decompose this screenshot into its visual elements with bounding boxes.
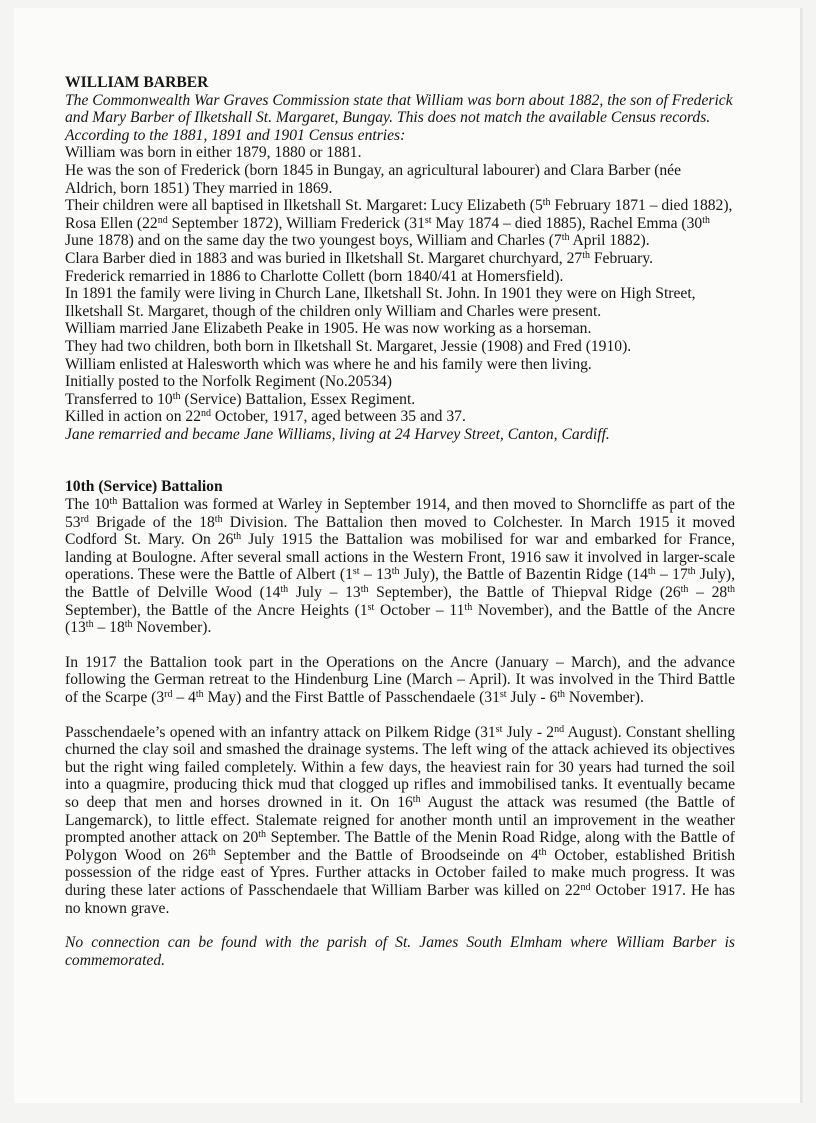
- ordinal-suffix: th: [702, 214, 710, 226]
- spacer: [65, 917, 735, 934]
- ordinal-suffix: th: [195, 689, 204, 700]
- ordinal-suffix: st: [367, 601, 375, 613]
- ordinal-suffix: th: [280, 584, 289, 596]
- text-segment: October, 1917, aged between 35 and 37.: [211, 408, 466, 426]
- ordinal-suffix: th: [561, 232, 570, 244]
- text-segment: Their children were all baptised in Ilketshall St. Margaret: Lucy Elizabeth (5: [65, 197, 543, 215]
- ordinal-suffix: th: [233, 531, 242, 543]
- text-segment: Division. The Battalion then moved to Colchester. In March 1915 it moved Codford St. Mary. On 26: [65, 513, 735, 549]
- bio-posted: Initially posted to the Norfolk Regiment (No.20534): [65, 373, 392, 391]
- text-segment: (Service) Battalion, Essex Regiment.: [180, 390, 416, 408]
- text-segment: September 1872), William Frederick (31: [167, 214, 425, 232]
- text-segment: – 13: [359, 566, 392, 584]
- ordinal-suffix: th: [172, 390, 181, 402]
- spacer: [65, 707, 735, 724]
- text-segment: April 1882).: [569, 232, 650, 250]
- text-segment: July - 2: [502, 723, 555, 741]
- text-segment: July 1915 the Battalion was mobilised for war and embarked for France, landing at Boulogne. After several small actions in the Western Front, 1916 saw it involved in larger-scale operations. These were the Battle of Albert (1: [65, 531, 735, 584]
- ordinal-suffix: nd: [201, 408, 211, 420]
- document-title: WILLIAM BARBER: [65, 74, 209, 91]
- text-segment: – 17: [655, 566, 688, 584]
- ordinal-suffix: th: [727, 584, 736, 596]
- text-segment: – 4: [172, 689, 196, 706]
- text-segment: July – 13: [288, 584, 361, 602]
- ordinal-suffix: th: [647, 566, 656, 578]
- text-segment: October – 11: [374, 601, 465, 619]
- bio-children: [65, 197, 735, 250]
- bio-killed: [65, 408, 735, 426]
- closing-note: No connection can be found with the parish of St. James South Elmham where William Barber is commemorated.: [65, 934, 735, 969]
- text-segment: May) and the First Battle of Passchendaele (31: [203, 689, 500, 706]
- bio-transferred: [65, 391, 735, 409]
- ordinal-suffix: th: [214, 513, 223, 525]
- ordinal-suffix: th: [464, 601, 473, 613]
- text-segment: June 1878) and on the same day the two youngest boys, William and Charles (7: [65, 232, 562, 250]
- text-segment: Brigade of the 18: [88, 513, 215, 531]
- spacer: [65, 637, 735, 654]
- text-segment: September. The Battle of the Menin Road Ridge, along with the Battle of Polygon Wood on 26: [65, 829, 735, 864]
- ordinal-suffix: nd: [554, 723, 565, 735]
- ordinal-suffix: st: [495, 723, 503, 735]
- text-segment: February 1871 – died 1882), Rosa Ellen (22: [65, 197, 733, 232]
- text-segment: October, established British possession of the ridge east of Ypres. Further attacks in October failed to make much progress. It was during these later actions of Passchendaele that William Barber was killed on 22: [65, 846, 735, 899]
- bio-parents: He was the son of Frederick (born 1845 in Bungay, an agricultural labourer) and Clara Barber (née Aldrich, born 1851) They married in 1869.: [65, 161, 682, 197]
- text-segment: – 18: [93, 619, 125, 637]
- bio-own-children: They had two children, both born in Ilketshall St. Margaret, Jessie (1908) and Fred (1910).: [65, 337, 632, 355]
- text-segment: September), the Battle of Thiepval Ridge (26: [368, 584, 681, 602]
- bio-residence: In 1891 the family were living in Church Lane, Ilketshall St. John. In 1901 they were on High Street, Ilketshall St. Margaret, though of the children only William and Charles were present.: [65, 285, 696, 320]
- text-segment: August the attack was resumed (the Battle of Langemarck), to little effect. Stalemate reigned for another month until an improvement in the weather prompted another attack on 20: [65, 793, 735, 847]
- ordinal-suffix: th: [391, 566, 400, 578]
- text-segment: July - 6: [506, 689, 558, 706]
- battalion-heading: 10th (Service) Battalion: [65, 478, 223, 496]
- ordinal-suffix: th: [542, 197, 551, 209]
- spacer: [65, 443, 735, 478]
- text-segment: September), the Battle of the Ancre Heights (1: [65, 601, 368, 619]
- ordinal-suffix: th: [360, 584, 369, 596]
- text-segment: September and the Battle of Broodseinde on 4: [215, 846, 539, 864]
- ordinal-suffix: st: [424, 214, 432, 226]
- ordinal-suffix: th: [124, 619, 133, 631]
- ordinal-suffix: rd: [164, 689, 173, 700]
- bio-jane: Jane remarried and became Jane Williams, living at 24 Harvey Street, Canton, Cardiff.: [65, 425, 610, 443]
- text-segment: July), the Battle of Bazentin Ridge (14: [399, 566, 648, 584]
- ordinal-suffix: st: [352, 566, 360, 578]
- text-segment: October 1917. He has no known grave.: [65, 881, 736, 917]
- ordinal-suffix: th: [582, 249, 590, 261]
- text-segment: November), and the Battle of the Ancre (13: [65, 601, 735, 637]
- ordinal-suffix: th: [208, 846, 216, 858]
- document-page: [14, 8, 802, 1103]
- text-segment: May 1874 – died 1885), Rachel Emma (30: [431, 214, 703, 232]
- ordinal-suffix: th: [258, 829, 267, 841]
- ordinal-suffix: th: [680, 584, 689, 596]
- bio-born: William was born in either 1879, 1880 or 1881.: [65, 144, 362, 162]
- text-segment: In 1917 the Battalion took part in the Operations on the Ancre (January – March), and the advance following the German retreat to the Hindenburg Line (March – April). It was involved in the Third Battle of the Scarpe (3: [65, 653, 735, 706]
- battalion-paragraph-2: [65, 654, 735, 707]
- text-segment: Killed in action on 22: [65, 408, 201, 426]
- text-segment: February.: [589, 249, 654, 267]
- bio-clara-death: [65, 250, 735, 268]
- text-segment: November).: [565, 689, 644, 706]
- text-segment: – 28: [688, 584, 728, 602]
- ordinal-suffix: th: [538, 846, 547, 858]
- ordinal-suffix: th: [557, 689, 566, 700]
- ordinal-suffix: th: [85, 619, 94, 631]
- cwgc-note: The Commonwealth War Graves Commission state that William was born about 1882, the son of Frederick and Mary Barber of Ilketshall St. Margaret, Bungay. This does not match the available Census records. According to the 1881, 1891 and 1901 Census entries:: [65, 91, 733, 144]
- battalion-paragraph-3: [65, 724, 735, 918]
- text-segment: The 10: [65, 496, 110, 514]
- ordinal-suffix: th: [109, 496, 118, 508]
- bio-enlisted: William enlisted at Halesworth which was where he and his family were then living.: [65, 355, 592, 373]
- document-content: [65, 74, 735, 969]
- text-segment: Clara Barber died in 1883 and was buried in Ilketshall St. Margaret churchyard, 27: [65, 249, 583, 267]
- text-segment: Passchendaele’s opened with an infantry attack on Pilkem Ridge (31: [65, 723, 496, 741]
- battalion-paragraph-1: [65, 496, 735, 637]
- bio-marriage: William married Jane Elizabeth Peake in 1905. He was now working as a horseman.: [65, 320, 592, 338]
- ordinal-suffix: rd: [80, 513, 89, 525]
- ordinal-suffix: nd: [157, 214, 168, 226]
- text-segment: November).: [132, 619, 212, 637]
- ordinal-suffix: th: [412, 793, 421, 805]
- bio-remarried: Frederick remarried in 1886 to Charlotte Collett (born 1840/41 at Homersfield).: [65, 267, 564, 285]
- ordinal-suffix: th: [687, 566, 696, 578]
- ordinal-suffix: nd: [580, 881, 591, 893]
- text-segment: Transferred to 10: [65, 390, 173, 408]
- text-segment: August). Constant shelling churned the clay soil and smashed the drainage systems. The left wing of the attack achieved its objectives but the right wing failed completely. Within a few days, the heaviest rain for 30 years had turned the soil into a quagmire, producing thick mud that clogged up rifles and immobilised tanks. It eventually became so deep that men and horses drowned in it. On 16: [65, 723, 735, 811]
- text-segment: Battalion was formed at Warley in September 1914, and then moved to Shorncliffe as part of the 53: [65, 496, 735, 531]
- text-segment: July), the Battle of Delville Wood (14: [65, 566, 736, 602]
- ordinal-suffix: st: [499, 689, 507, 700]
